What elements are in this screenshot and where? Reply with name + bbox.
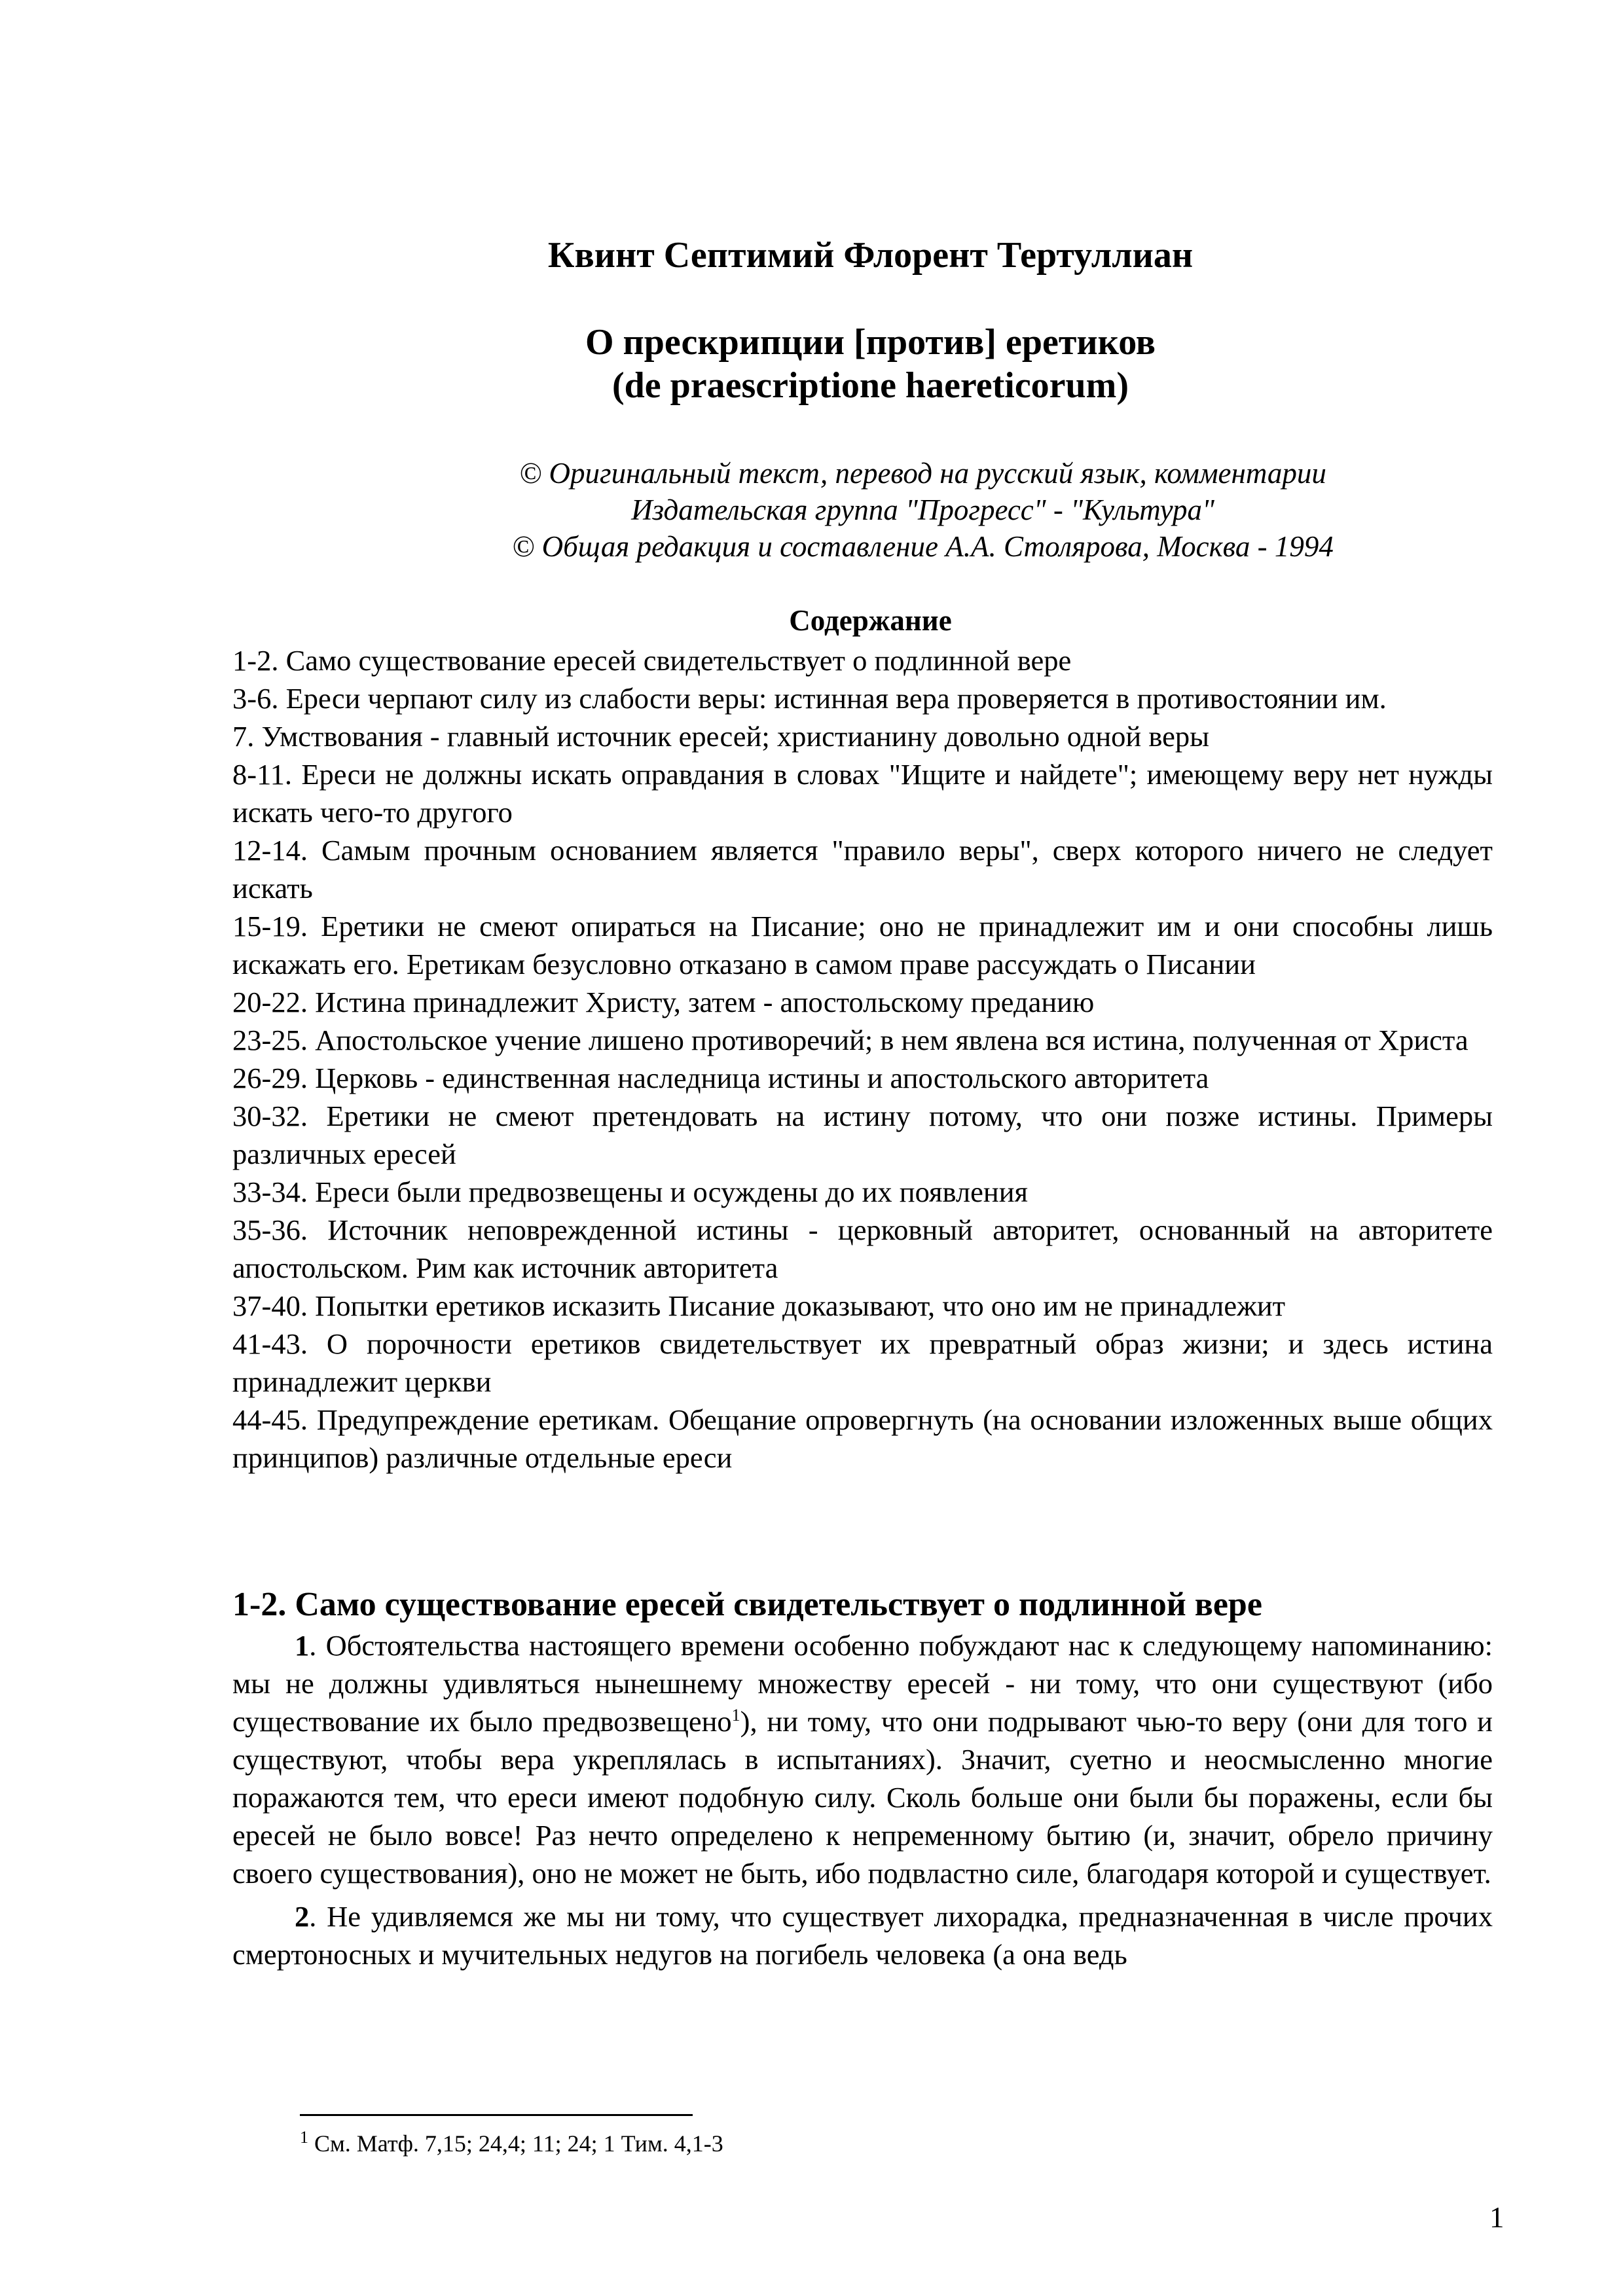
title-russian: О прескрипции [против] еретиков (585, 322, 1156, 363)
toc-item: 15-19. Еретики не смеют опираться на Писание; оно не принадлежит им и они способны лишь искажать его. Еретикам безусловно отказано в самом праве рассуждать о Писании (232, 910, 1493, 980)
footnote-text: См. Матф. 7,15; 24,4; 11; 24; 1 Тим. 4,1-3 (308, 2130, 723, 2157)
paragraph-number: 1 (295, 1629, 310, 1662)
copyright-line: © Оригинальный текст, перевод на русский язык, комментарии (519, 457, 1326, 490)
toc-item: 8-11. Ереси не должны искать оправдания в словах "Ищите и найдете"; имеющему веру нет нужды искать чего-то другого (232, 758, 1493, 829)
toc-item: 37-40. Попытки еретиков исказить Писание доказывают, что оно им не принадлежит (232, 1289, 1286, 1322)
toc-item: 30-32. Еретики не смеют претендовать на истину потому, что они позже истины. Примеры различных ересей (232, 1100, 1493, 1170)
copyright-line: Издательская группа "Прогресс" - "Культура" (631, 493, 1214, 526)
title-latin: (de praescriptione haereticorum) (612, 365, 1129, 406)
toc-item: 3-6. Ереси черпают силу из слабости веры: истинная вера проверяется в противостоянии им. (232, 682, 1387, 715)
toc-item: 44-45. Предупреждение еретикам. Обещание опровергнуть (на основании изложенных выше общих принципов) различные отдельные ереси (232, 1403, 1493, 1474)
copyright-line: © Общая редакция и составление А.А. Столярова, Москва - 1994 (512, 530, 1334, 563)
document-title (0, 321, 1623, 407)
paragraph-number: 2 (295, 1900, 310, 1933)
section-heading: 1-2. Само существование ересей свидетельствует о подлинной вере (232, 1586, 1262, 1623)
paragraph-text: . Не удивляемся же мы ни тому, что существует лихорадка, предназначенная в числе прочих смертоносных и мучительных недугов на погибель человека (а она ведь (232, 1900, 1493, 1971)
paragraph (232, 1626, 1493, 1892)
toc-heading: Содержание (789, 604, 952, 637)
footnote (300, 2128, 1478, 2159)
footnote-reference: 1 (731, 1706, 740, 1725)
footnote-divider (300, 2114, 693, 2116)
toc-item: 23-25. Апостольское учение лишено противоречий; в нем явлена вся истина, полученная от Христа (232, 1024, 1468, 1056)
toc-item: 33-34. Ереси были предвозвещены и осуждены до их появления (232, 1175, 1028, 1208)
toc-item: 20-22. Истина принадлежит Христу, затем - апостольскому преданию (232, 986, 1095, 1018)
paragraph-text: . Обстоятельства настоящего времени особенно побуждают нас к следующему напоминанию: мы не должны удивляться нынешнему множеству ересей - ни тому, что они существуют (ибо существование их было предвозвещено (232, 1629, 1493, 1738)
paragraph (232, 1897, 1493, 1973)
body-text (232, 1626, 1493, 1979)
page-number: 1 (1489, 2201, 1504, 2234)
toc-item: 26-29. Церковь - единственная наследница истины и апостольского авторитета (232, 1062, 1209, 1094)
toc-item: 12-14. Самым прочным основанием является "правило веры", сверх которого ничего не следует искать (232, 834, 1493, 905)
toc-item: 41-43. О порочности еретиков свидетельствует их превратный образ жизни; и здесь истина принадлежит церкви (232, 1327, 1493, 1398)
toc-item: 35-36. Источник неповрежденной истины - церковный авторитет, основанный на авторитете апостольском. Рим как источник авторитета (232, 1213, 1493, 1284)
toc-item: 1-2. Само существование ересей свидетельствует о подлинной вере (232, 644, 1072, 677)
copyright-block (0, 455, 1623, 565)
paragraph-text: ), ни тому, что они подрывают чью-то веру (они для того и существуют, чтобы вера укреплялась в испытаниях). Значит, суетно и неосмысленно многие поражаются тем, что ереси имеют подобную силу. Сколь больше они были бы поражены, если бы ересей не было вовсе! Раз нечто определено к непременному бытию (и, значит, обрело причину своего существования), оно не может не быть, ибо подвластно силе, благодаря которой и существует. (232, 1705, 1493, 1890)
toc-item: 7. Умствования - главный источник ересей; христианину довольно одной веры (232, 720, 1209, 753)
table-of-contents (232, 641, 1493, 1477)
author-name: Квинт Септимий Флорент Тертуллиан (547, 235, 1194, 276)
footnote-marker: 1 (300, 2128, 308, 2147)
